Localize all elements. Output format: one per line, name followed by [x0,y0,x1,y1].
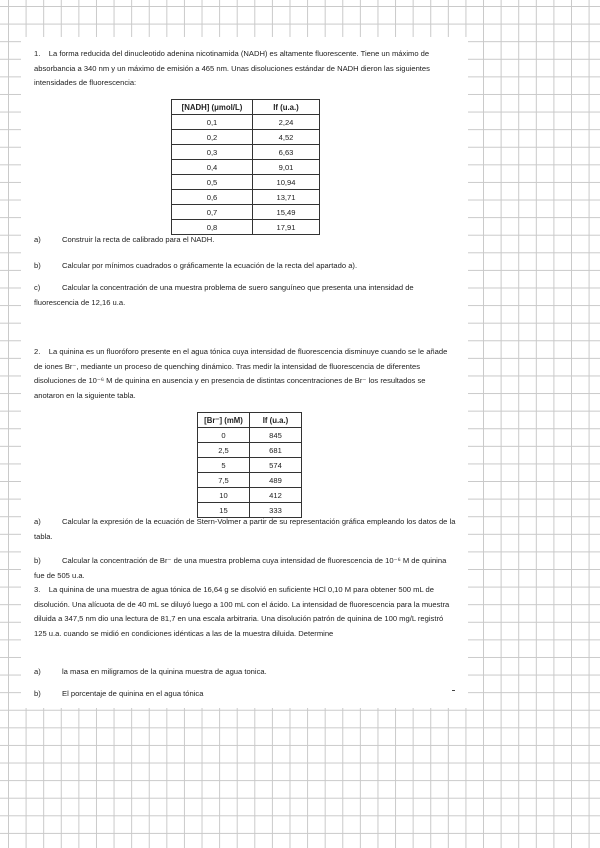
q2-part-b [34,554,456,583]
table-row [172,190,320,205]
intensity-cell: 845 [250,428,302,443]
q2-b-label: b) [34,556,41,565]
table-header: If (u.a.) [250,413,302,428]
q3-a-label: a) [34,667,41,676]
q3-part-b [34,687,456,702]
intensity-cell: 13,71 [253,190,320,205]
q1-a-text: Construir la recta de calibrado para el NADH. [62,235,215,244]
table-row [172,175,320,190]
q1-part-b [34,259,456,274]
concentration-cell: 0,7 [172,205,253,220]
q3-b-text: El porcentaje de quinina en el agua tónica [62,689,204,698]
table-header: If (u.a.) [253,100,320,115]
table-row [172,145,320,160]
q1-intro-text: La forma reducida del dinucleotido adenina nicotinamida (NADH) es altamente fluorescente. Tiene un máximo de absorbancia a 340 nm y un máximo de emisión a 465 nm. Unas disoluciones estándar de NADH dieron las siguientes intensidades de fluorescencia: [34,49,430,87]
concentration-cell: 2,5 [198,443,250,458]
table-row [198,443,302,458]
concentration-cell: 0,5 [172,175,253,190]
q2-part-a [34,515,456,544]
q2-b-text: Calcular la concentración de Br⁻ de una muestra problema cuya intensidad de fluorescencia de 10⁻⁶ M de quinina fue de 505 u.a. [34,556,447,580]
q2-a-label: a) [34,517,41,526]
exercise-sheet [21,37,468,708]
q1-c-label: c) [34,283,41,292]
q1-part-c [34,281,456,310]
q3-intro-text: La quinina de una muestra de agua tónica de 16,64 g se disolvió en suficiente HCl 0,10 M para obtener 500 mL de disolución. Una alícuota de de 40 mL se diluyó luego a 100 mL con el ácido. La intensidad de fluorescencia para la muestra diluida a 347,5 nm dio una lectura de 81,7 en una escala arbitraria. Una disolución patrón de quinina de 100 mg/L registró 125 u.a. cuando se midió en condiciones idénticas a las de la muestra diluida. Determine [34,585,450,638]
intensity-cell: 17,91 [253,220,320,235]
concentration-cell: 0,4 [172,160,253,175]
concentration-cell: 0,2 [172,130,253,145]
concentration-cell: 0 [198,428,250,443]
table-row [198,473,302,488]
table-row [172,205,320,220]
concentration-cell: 5 [198,458,250,473]
concentration-cell: 0,8 [172,220,253,235]
concentration-cell: 0,1 [172,115,253,130]
table-header-row [172,100,320,115]
table-row [172,160,320,175]
q1-a-label: a) [34,235,41,244]
concentration-cell: 0,3 [172,145,253,160]
intensity-cell: 333 [250,503,302,518]
q2-intro [34,345,456,403]
intensity-cell: 15,49 [253,205,320,220]
q2-a-text: Calcular la expresión de la ecuación de Stern-Volmer a partir de su representación gráfica empleando los datos de la tabla. [34,517,456,541]
q1-b-text: Calcular por mínimos cuadrados o gráficamente la ecuación de la recta del apartado a). [62,261,358,270]
concentration-cell: 15 [198,503,250,518]
table-row [198,488,302,503]
intensity-cell: 2,24 [253,115,320,130]
table-row [172,115,320,130]
nadh-table [171,99,320,235]
q1-c-text: Calcular la concentración de una muestra problema de suero sanguíneo que presenta una intensidad de fluorescencia de 12,16 u.a. [34,283,414,307]
q3-part-a [34,665,456,680]
concentration-cell: 0,6 [172,190,253,205]
q3-number: 3. [34,585,41,594]
intensity-cell: 681 [250,443,302,458]
q1-intro [34,47,456,91]
q3-a-text: la masa en miligramos de la quinina muestra de agua tonica. [62,667,267,676]
table-header: [Br⁻] (mM) [198,413,250,428]
q2-number: 2. [34,347,41,356]
bromide-table [197,412,302,518]
table-row [198,458,302,473]
nadh-table-body [172,115,320,235]
intensity-cell: 574 [250,458,302,473]
q3-b-label: b) [34,689,41,698]
q1-part-a [34,233,456,248]
intensity-cell: 9,01 [253,160,320,175]
intensity-cell: 6,63 [253,145,320,160]
bromide-table-body [198,428,302,518]
intensity-cell: 4,52 [253,130,320,145]
q3-intro [34,583,456,641]
q1-number: 1. [34,49,41,58]
q1-b-label: b) [34,261,41,270]
pen-mark [452,690,455,691]
q2-intro-text: La quinina es un fluoróforo presente en el agua tónica cuya intensidad de fluorescencia disminuye cuando se le añade de iones Br⁻, mediante un proceso de quenching dinámico. Tras medir la intensidad de fluorescencia de diferentes disoluciones de 10⁻⁶ M de quinina en ausencia y en presencia de distintas concentraciones de Br⁻ los resultados se anotaron en la siguiente tabla. [34,347,448,400]
concentration-cell: 10 [198,488,250,503]
intensity-cell: 10,94 [253,175,320,190]
intensity-cell: 412 [250,488,302,503]
concentration-cell: 7,5 [198,473,250,488]
table-row [172,130,320,145]
intensity-cell: 489 [250,473,302,488]
table-header: [NADH] (μmol/L) [172,100,253,115]
table-row [198,428,302,443]
table-header-row [198,413,302,428]
